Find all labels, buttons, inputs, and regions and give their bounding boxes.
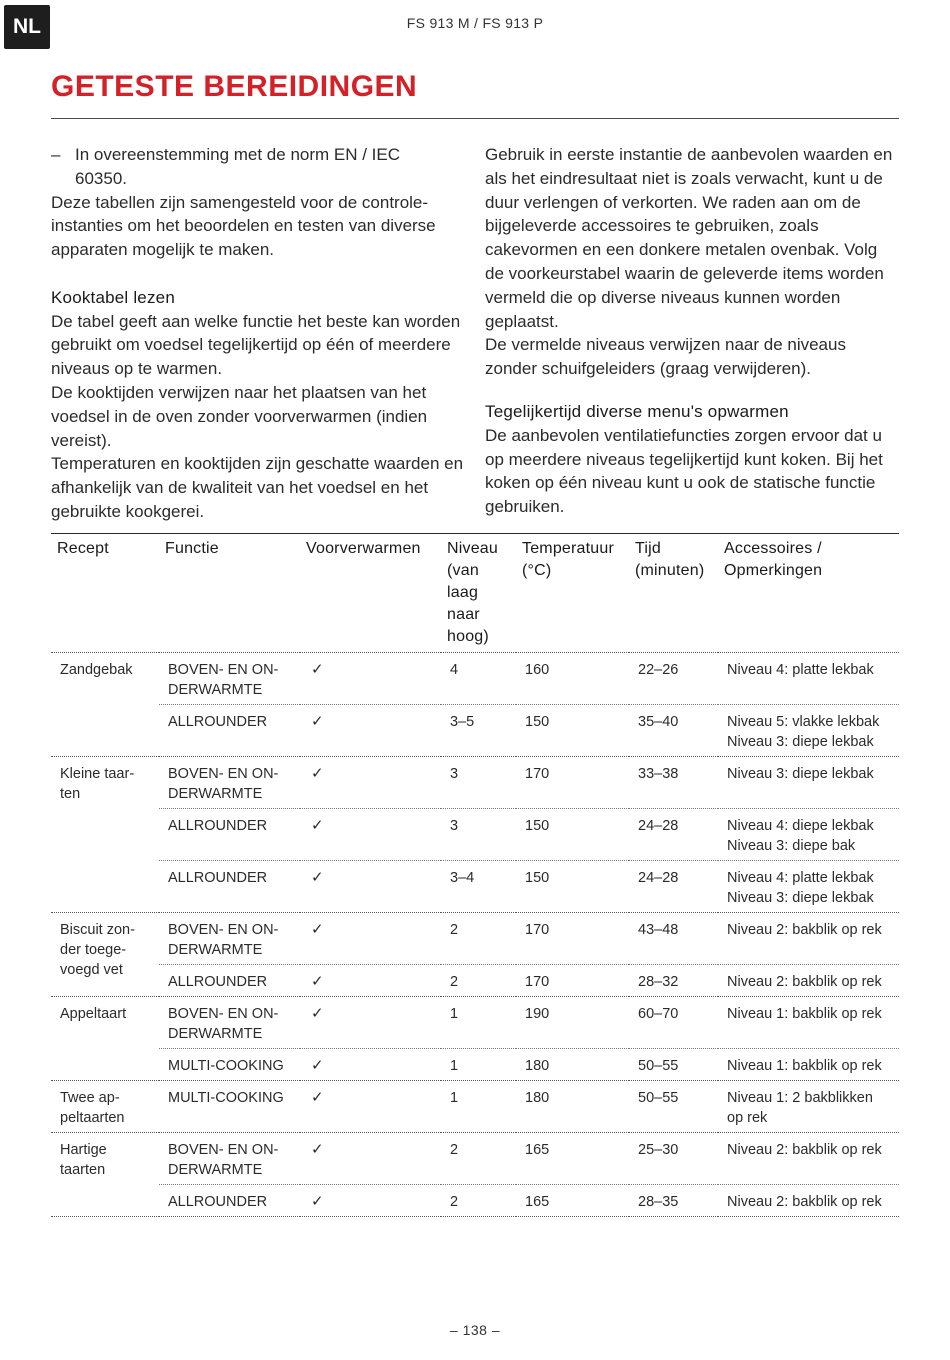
- cell-niveau: 1: [441, 997, 516, 1049]
- checkmark-icon: ✓: [311, 1057, 324, 1074]
- cell-accessoires: Niveau 2: bakblik op rek: [718, 1133, 899, 1185]
- cell-accessoires: Niveau 4: diepe lekbak Niveau 3: diepe bak: [718, 809, 899, 861]
- cell-recept: Zandgebak: [51, 653, 159, 757]
- cell-niveau: 1: [441, 1049, 516, 1081]
- cell-functie: BOVEN- EN ON-DERWARMTE: [159, 1133, 300, 1185]
- right-section-paragraph: De aanbevolen ventilatiefuncties zorgen ervoor dat u op meerdere niveaus tegelijkertijd kunt koken. Bij het koken op één niveau kunt u ook de statische functie gebruiken.: [485, 425, 883, 517]
- cell-niveau: 2: [441, 1133, 516, 1185]
- cell-voorverwarmen: [300, 1133, 441, 1185]
- table-row: [51, 653, 899, 705]
- cell-recept: Twee ap-peltaarten: [51, 1081, 159, 1133]
- table-row: [51, 861, 899, 913]
- cell-voorverwarmen: [300, 1081, 441, 1133]
- cell-functie: ALLROUNDER: [159, 1185, 300, 1217]
- cell-accessoires: Niveau 3: diepe lekbak: [718, 757, 899, 809]
- cell-tijd: 24–28: [629, 809, 718, 861]
- table-row: [51, 757, 899, 809]
- page-title: GETESTE BEREIDINGEN: [51, 70, 418, 103]
- table-row: [51, 809, 899, 861]
- cell-accessoires: Niveau 2: bakblik op rek: [718, 1185, 899, 1217]
- cell-niveau: 4: [441, 653, 516, 705]
- checkmark-icon: ✓: [311, 921, 324, 938]
- cell-niveau: 1: [441, 1081, 516, 1133]
- cell-recept: Hartige taarten: [51, 1133, 159, 1217]
- header-functie: Functie: [159, 534, 300, 653]
- cell-niveau: 3: [441, 757, 516, 809]
- cell-voorverwarmen: [300, 757, 441, 809]
- checkmark-icon: ✓: [311, 713, 324, 730]
- cell-temperatuur: 165: [516, 1185, 629, 1217]
- cell-voorverwarmen: [300, 653, 441, 705]
- checkmark-icon: ✓: [311, 1193, 324, 1210]
- cooking-table: [51, 533, 899, 1217]
- cell-functie: MULTI-COOKING: [159, 1049, 300, 1081]
- cell-niveau: 2: [441, 1185, 516, 1217]
- left-paragraph: De kooktijden verwijzen naar het plaatsen van het voedsel in de oven zonder voorverwarmen (indien vereist).: [51, 382, 428, 450]
- header-voorverwarmen: Voorverwarmen: [300, 534, 441, 653]
- cell-temperatuur: 180: [516, 1049, 629, 1081]
- cell-accessoires: Niveau 2: bakblik op rek: [718, 913, 899, 965]
- list-dash: –: [51, 145, 61, 164]
- table-row: [51, 705, 899, 757]
- cell-functie: BOVEN- EN ON-DERWARMTE: [159, 913, 300, 965]
- table-row: [51, 965, 899, 997]
- cell-accessoires: Niveau 1: 2 bakblikken op rek: [718, 1081, 899, 1133]
- checkmark-icon: ✓: [311, 817, 324, 834]
- cell-accessoires: Niveau 5: vlakke lekbak Niveau 3: diepe lekbak: [718, 705, 899, 757]
- table-row: [51, 1133, 899, 1185]
- cell-voorverwarmen: [300, 705, 441, 757]
- header-recept: Recept: [51, 534, 159, 653]
- right-text-column: [485, 143, 899, 519]
- left-text-column: [51, 143, 469, 524]
- cell-functie: ALLROUNDER: [159, 861, 300, 913]
- checkmark-icon: ✓: [311, 765, 324, 782]
- cell-temperatuur: 190: [516, 997, 629, 1049]
- cell-tijd: 60–70: [629, 997, 718, 1049]
- cell-temperatuur: 170: [516, 757, 629, 809]
- cell-functie: BOVEN- EN ON-DERWARMTE: [159, 997, 300, 1049]
- checkmark-icon: ✓: [311, 869, 324, 886]
- cell-recept: Appeltaart: [51, 997, 159, 1081]
- table-header-row: [51, 534, 899, 653]
- cell-recept: Biscuit zon-der toege-voegd vet: [51, 913, 159, 997]
- cell-temperatuur: 150: [516, 861, 629, 913]
- cell-temperatuur: 180: [516, 1081, 629, 1133]
- cell-functie: ALLROUNDER: [159, 809, 300, 861]
- cell-accessoires: Niveau 2: bakblik op rek: [718, 965, 899, 997]
- right-paragraph: Gebruik in eerste instantie de aanbevolen waarden en als het eindresultaat niet is zoals verwacht, kunt u de duur verlengen of verkorten. We raden aan om de bijgeleverde accessoires te gebruiken, zoals cakevormen en een donkere metalen ovenbak. Volg de voorkeurstabel waarin de geleverde items worden vermeld die op diverse niveaus kunnen worden geplaatst.: [485, 145, 893, 331]
- intro-paragraph: Deze tabellen zijn samengesteld voor de controle-instanties om het beoordelen en testen van diverse apparaten mogelijk te maken.: [51, 192, 436, 260]
- checkmark-icon: ✓: [311, 1089, 324, 1106]
- page-number: – 138 –: [449, 1322, 501, 1338]
- cell-voorverwarmen: [300, 809, 441, 861]
- cell-voorverwarmen: [300, 1049, 441, 1081]
- cell-tijd: 28–32: [629, 965, 718, 997]
- cell-tijd: 22–26: [629, 653, 718, 705]
- cell-accessoires: Niveau 1: bakblik op rek: [718, 1049, 899, 1081]
- header-temperatuur: Temperatuur (°C): [516, 534, 629, 653]
- model-number: FS 913 M / FS 913 P: [406, 15, 544, 31]
- cell-temperatuur: 170: [516, 913, 629, 965]
- cell-tijd: 28–35: [629, 1185, 718, 1217]
- checkmark-icon: ✓: [311, 661, 324, 678]
- header-accessoires: Accessoires / Opmerkingen: [718, 534, 899, 653]
- cell-accessoires: Niveau 4: platte lekbak: [718, 653, 899, 705]
- cell-tijd: 24–28: [629, 861, 718, 913]
- cell-tijd: 50–55: [629, 1081, 718, 1133]
- cell-voorverwarmen: [300, 861, 441, 913]
- cell-voorverwarmen: [300, 965, 441, 997]
- table-row: [51, 1081, 899, 1133]
- cell-voorverwarmen: [300, 997, 441, 1049]
- title-divider: [51, 118, 899, 119]
- right-paragraph: De vermelde niveaus verwijzen naar de niveaus zonder schuifgeleiders (graag verwijderen).: [485, 335, 846, 379]
- language-badge: NL: [4, 5, 50, 49]
- table-row: [51, 913, 899, 965]
- cell-tijd: 35–40: [629, 705, 718, 757]
- cell-temperatuur: 160: [516, 653, 629, 705]
- cell-tijd: 43–48: [629, 913, 718, 965]
- header-niveau: Niveau (van laag naar hoog): [441, 534, 516, 653]
- intro-list-item: [51, 143, 469, 191]
- cell-niveau: 3: [441, 809, 516, 861]
- cell-accessoires: Niveau 1: bakblik op rek: [718, 997, 899, 1049]
- cell-voorverwarmen: [300, 913, 441, 965]
- cell-niveau: 3–5: [441, 705, 516, 757]
- cell-temperatuur: 150: [516, 705, 629, 757]
- table-row: [51, 997, 899, 1049]
- intro-item-text: In overeenstemming met de norm EN / IEC 60350.: [75, 145, 401, 188]
- left-paragraph: Temperaturen en kooktijden zijn geschatte waarden en afhankelijk van de kwaliteit van het voedsel en het gebruikte kookgerei.: [51, 454, 464, 521]
- cell-recept: Kleine taar-ten: [51, 757, 159, 913]
- table-row: [51, 1049, 899, 1081]
- cell-tijd: 33–38: [629, 757, 718, 809]
- section-heading-kooktabel: Kooktabel lezen: [51, 287, 175, 307]
- cell-niveau: 2: [441, 965, 516, 997]
- cell-accessoires: Niveau 4: platte lekbak Niveau 3: diepe lekbak: [718, 861, 899, 913]
- table-row: [51, 1185, 899, 1217]
- left-paragraph: De tabel geeft aan welke functie het beste kan worden gebruikt om voedsel tegelijkertijd op één of meerdere niveaus op te warmen.: [51, 311, 461, 379]
- checkmark-icon: ✓: [311, 1141, 324, 1158]
- cell-functie: ALLROUNDER: [159, 965, 300, 997]
- cell-functie: MULTI-COOKING: [159, 1081, 300, 1133]
- checkmark-icon: ✓: [311, 973, 324, 990]
- cell-functie: BOVEN- EN ON-DERWARMTE: [159, 653, 300, 705]
- cell-tijd: 25–30: [629, 1133, 718, 1185]
- checkmark-icon: ✓: [311, 1005, 324, 1022]
- table-body: [51, 653, 899, 1217]
- cell-functie: BOVEN- EN ON-DERWARMTE: [159, 757, 300, 809]
- section-heading-menus: Tegelijkertijd diverse menu's opwarmen: [485, 401, 789, 421]
- cell-tijd: 50–55: [629, 1049, 718, 1081]
- header-tijd: Tijd (minuten): [629, 534, 718, 653]
- cell-temperatuur: 165: [516, 1133, 629, 1185]
- cell-temperatuur: 150: [516, 809, 629, 861]
- cell-temperatuur: 170: [516, 965, 629, 997]
- cell-voorverwarmen: [300, 1185, 441, 1217]
- cell-niveau: 3–4: [441, 861, 516, 913]
- cell-niveau: 2: [441, 913, 516, 965]
- cell-functie: ALLROUNDER: [159, 705, 300, 757]
